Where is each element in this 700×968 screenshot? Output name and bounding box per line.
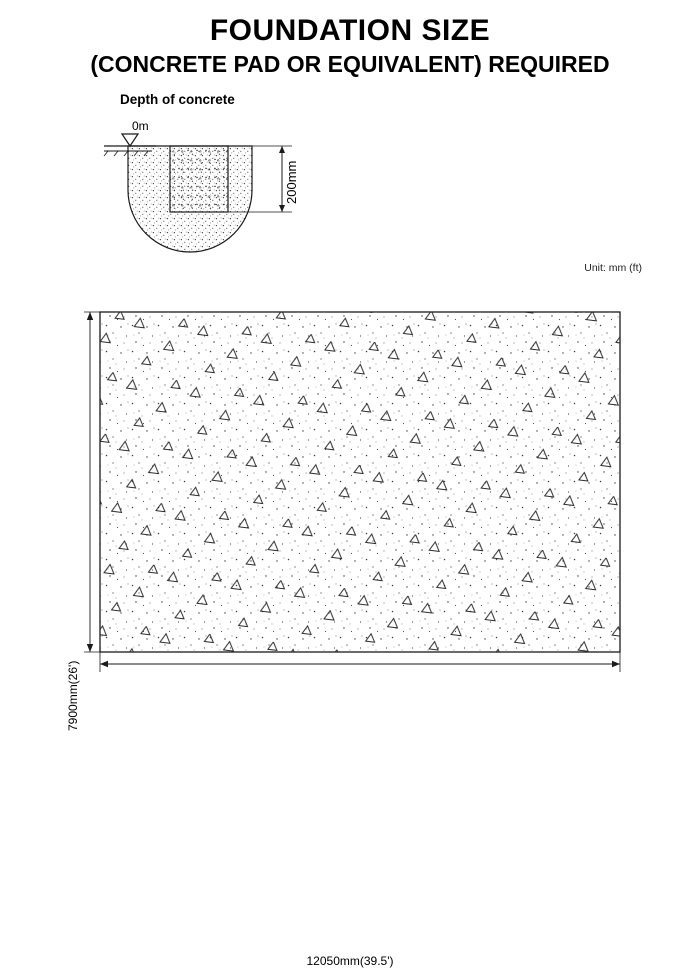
depth-of-concrete-label: Depth of concrete xyxy=(120,92,235,107)
plan-view xyxy=(0,296,700,968)
pad-aggregate-symbols xyxy=(100,312,620,652)
ground-level-text: 0m xyxy=(132,119,149,133)
ground-level-marker-icon xyxy=(122,119,149,146)
horizontal-dimension xyxy=(100,652,620,672)
depth-dimension-text: 200mm xyxy=(284,160,299,204)
cross-section-drawing xyxy=(96,112,356,262)
unit-note: Unit: mm (ft) xyxy=(584,262,642,274)
title-block xyxy=(0,14,700,78)
pad-height-label: 7900mm(26') xyxy=(66,660,80,731)
page-title: FOUNDATION SIZE xyxy=(209,14,491,47)
concrete-pad-block xyxy=(170,146,228,212)
page-subtitle: (CONCRETE PAD OR EQUIVALENT) REQUIRED xyxy=(90,51,610,77)
pad-width-label: 12050mm(39.5') xyxy=(306,954,394,968)
plan-view-drawing xyxy=(0,296,700,686)
